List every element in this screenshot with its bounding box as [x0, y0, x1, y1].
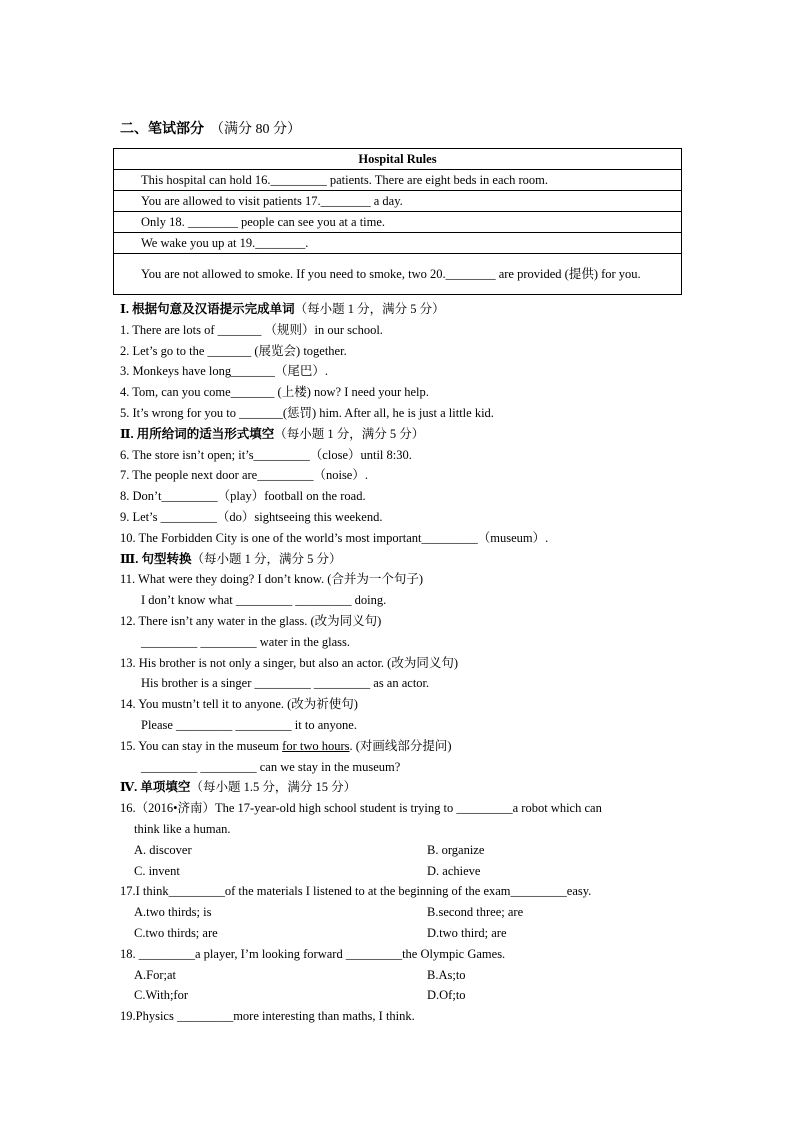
options-row	[120, 840, 690, 861]
table-row: Only 18. ________ people can see you at a time.	[114, 212, 682, 233]
part-2-heading: Ⅱ. 用所给词的适当形式填空（每小题 1 分，满分 5 分）	[120, 426, 425, 441]
table-row: This hospital can hold 16._________ patients. There are eight beds in each room.	[114, 170, 682, 191]
question-item: 12. There isn’t any water in the glass. (改为同义句)	[120, 613, 382, 628]
question-item: 13. His brother is not only a singer, but also an actor. (改为同义句)	[120, 655, 458, 670]
question-continuation: think like a human.	[134, 821, 231, 836]
answer-line: _________ _________ can we stay in the museum?	[141, 759, 401, 774]
option-c: C.two thirds; are	[134, 925, 218, 940]
answer-line: His brother is a singer _________ _________ as an actor.	[141, 676, 430, 691]
options-row	[120, 923, 690, 944]
table-row: We wake you up at 19.________.	[114, 233, 682, 254]
option-a: A. discover	[134, 842, 192, 857]
options-row	[120, 965, 690, 986]
question-item: 3. Monkeys have long_______（尾巴）.	[120, 364, 328, 379]
part-4-heading: Ⅳ. 单项填空（每小题 1.5 分，满分 15 分）	[120, 780, 357, 795]
options-row	[120, 902, 690, 923]
question-item: 18. _________a player, I’m looking forward _________the Olympic Games.	[120, 946, 506, 961]
options-row	[120, 861, 690, 882]
option-c: C. invent	[134, 863, 180, 878]
question-item: 19.Physics _________more interesting than maths, I think.	[120, 1009, 415, 1024]
question-item: 15. You can stay in the museum for two hours. (对画线部分提问)	[120, 738, 452, 753]
answer-line: Please _________ _________ it to anyone.	[141, 717, 357, 732]
question-item: 8. Don’t_________（play）football on the road.	[120, 489, 366, 504]
question-item: 16.（2016•济南）The 17-year-old high school student is trying to _________a robot which can	[120, 801, 602, 816]
question-item: 11. What were they doing? I don’t know. (合并为一个句子)	[120, 572, 424, 587]
question-item: 1. There are lots of _______ （规则）in our school.	[120, 322, 383, 337]
exam-body	[120, 299, 690, 1027]
part-3-heading: Ⅲ. 句型转换（每小题 1 分，满分 5 分）	[120, 551, 342, 566]
option-b: B.As;to	[427, 967, 466, 982]
option-b: B.second three; are	[427, 905, 524, 920]
question-item: 10. The Forbidden City is one of the world’s most important_________（museum）.	[120, 530, 549, 545]
section-title	[120, 118, 301, 138]
question-item: 6. The store isn’t open; it’s_________（close）until 8:30.	[120, 447, 412, 462]
question-item: 9. Let’s _________（do）sightseeing this weekend.	[120, 509, 383, 524]
option-b: B. organize	[427, 842, 485, 857]
section-score: （满分 80 分）	[210, 122, 301, 137]
question-item: 7. The people next door are_________（noise）.	[120, 468, 368, 483]
section-title-text: 二、笔试部分	[120, 122, 204, 137]
table-header: Hospital Rules	[114, 149, 682, 170]
option-a: A.For;at	[134, 967, 177, 982]
option-a: A.two thirds; is	[134, 905, 212, 920]
hospital-rules-table	[113, 148, 682, 295]
question-item: 4. Tom, can you come_______ (上楼) now? I need your help.	[120, 385, 429, 400]
table-row: You are allowed to visit patients 17.________ a day.	[114, 191, 682, 212]
table-row: You are not allowed to smoke. If you need to smoke, two 20.________ are provided (提供) for you.	[114, 254, 682, 295]
option-d: D.Of;to	[427, 988, 466, 1003]
part-1-heading: Ⅰ. 根据句意及汉语提示完成单词（每小题 1 分，满分 5 分）	[120, 302, 445, 316]
options-row	[120, 985, 690, 1006]
option-d: D.two third; are	[427, 925, 507, 940]
question-item: 17.I think_________of the materials I listened to at the beginning of the exam_________easy.	[120, 884, 592, 899]
underlined-phrase: for two hours	[282, 738, 350, 753]
option-c: C.With;for	[134, 988, 189, 1003]
option-d: D. achieve	[427, 863, 481, 878]
question-item: 2. Let’s go to the _______ (展览会) together.	[120, 343, 347, 358]
answer-line: I don’t know what _________ _________ doing.	[141, 593, 387, 608]
question-item: 14. You mustn’t tell it to anyone. (改为祈使句)	[120, 697, 358, 712]
answer-line: _________ _________ water in the glass.	[141, 634, 351, 649]
question-item: 5. It’s wrong for you to _______(惩罚) him. After all, he is just a little kid.	[120, 405, 494, 420]
